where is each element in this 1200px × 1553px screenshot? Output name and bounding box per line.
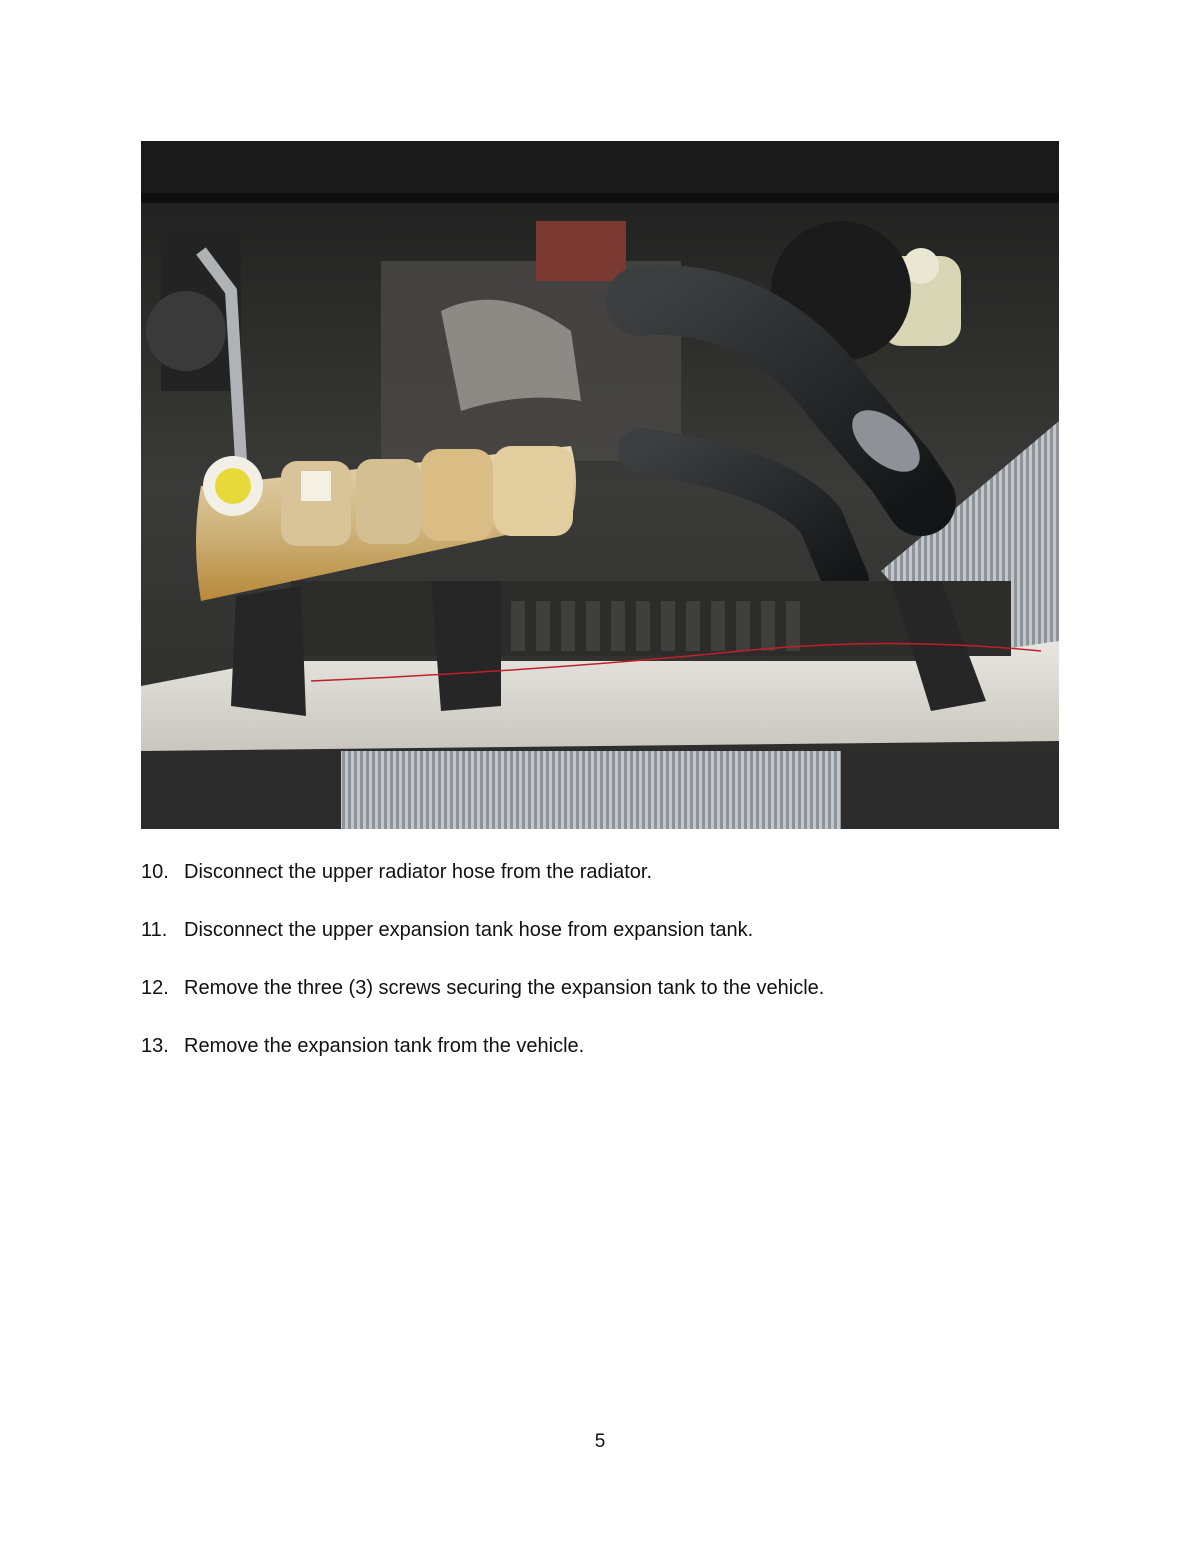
step-number: 10. (141, 861, 169, 883)
step-text: Disconnect the upper expansion tank hose from expansion tank. (184, 919, 754, 941)
page-number: 5 (594, 1431, 606, 1452)
step-text: Disconnect the upper radiator hose from the radiator. (184, 861, 653, 883)
step-number: 11. (141, 919, 168, 941)
engine-bay-photo (141, 141, 1059, 829)
step-text: Remove the three (3) screws securing the expansion tank to the vehicle. (184, 977, 825, 999)
step-text: Remove the expansion tank from the vehicle. (184, 1035, 585, 1057)
step-number: 13. (141, 1035, 169, 1057)
step-number: 12. (141, 977, 169, 999)
